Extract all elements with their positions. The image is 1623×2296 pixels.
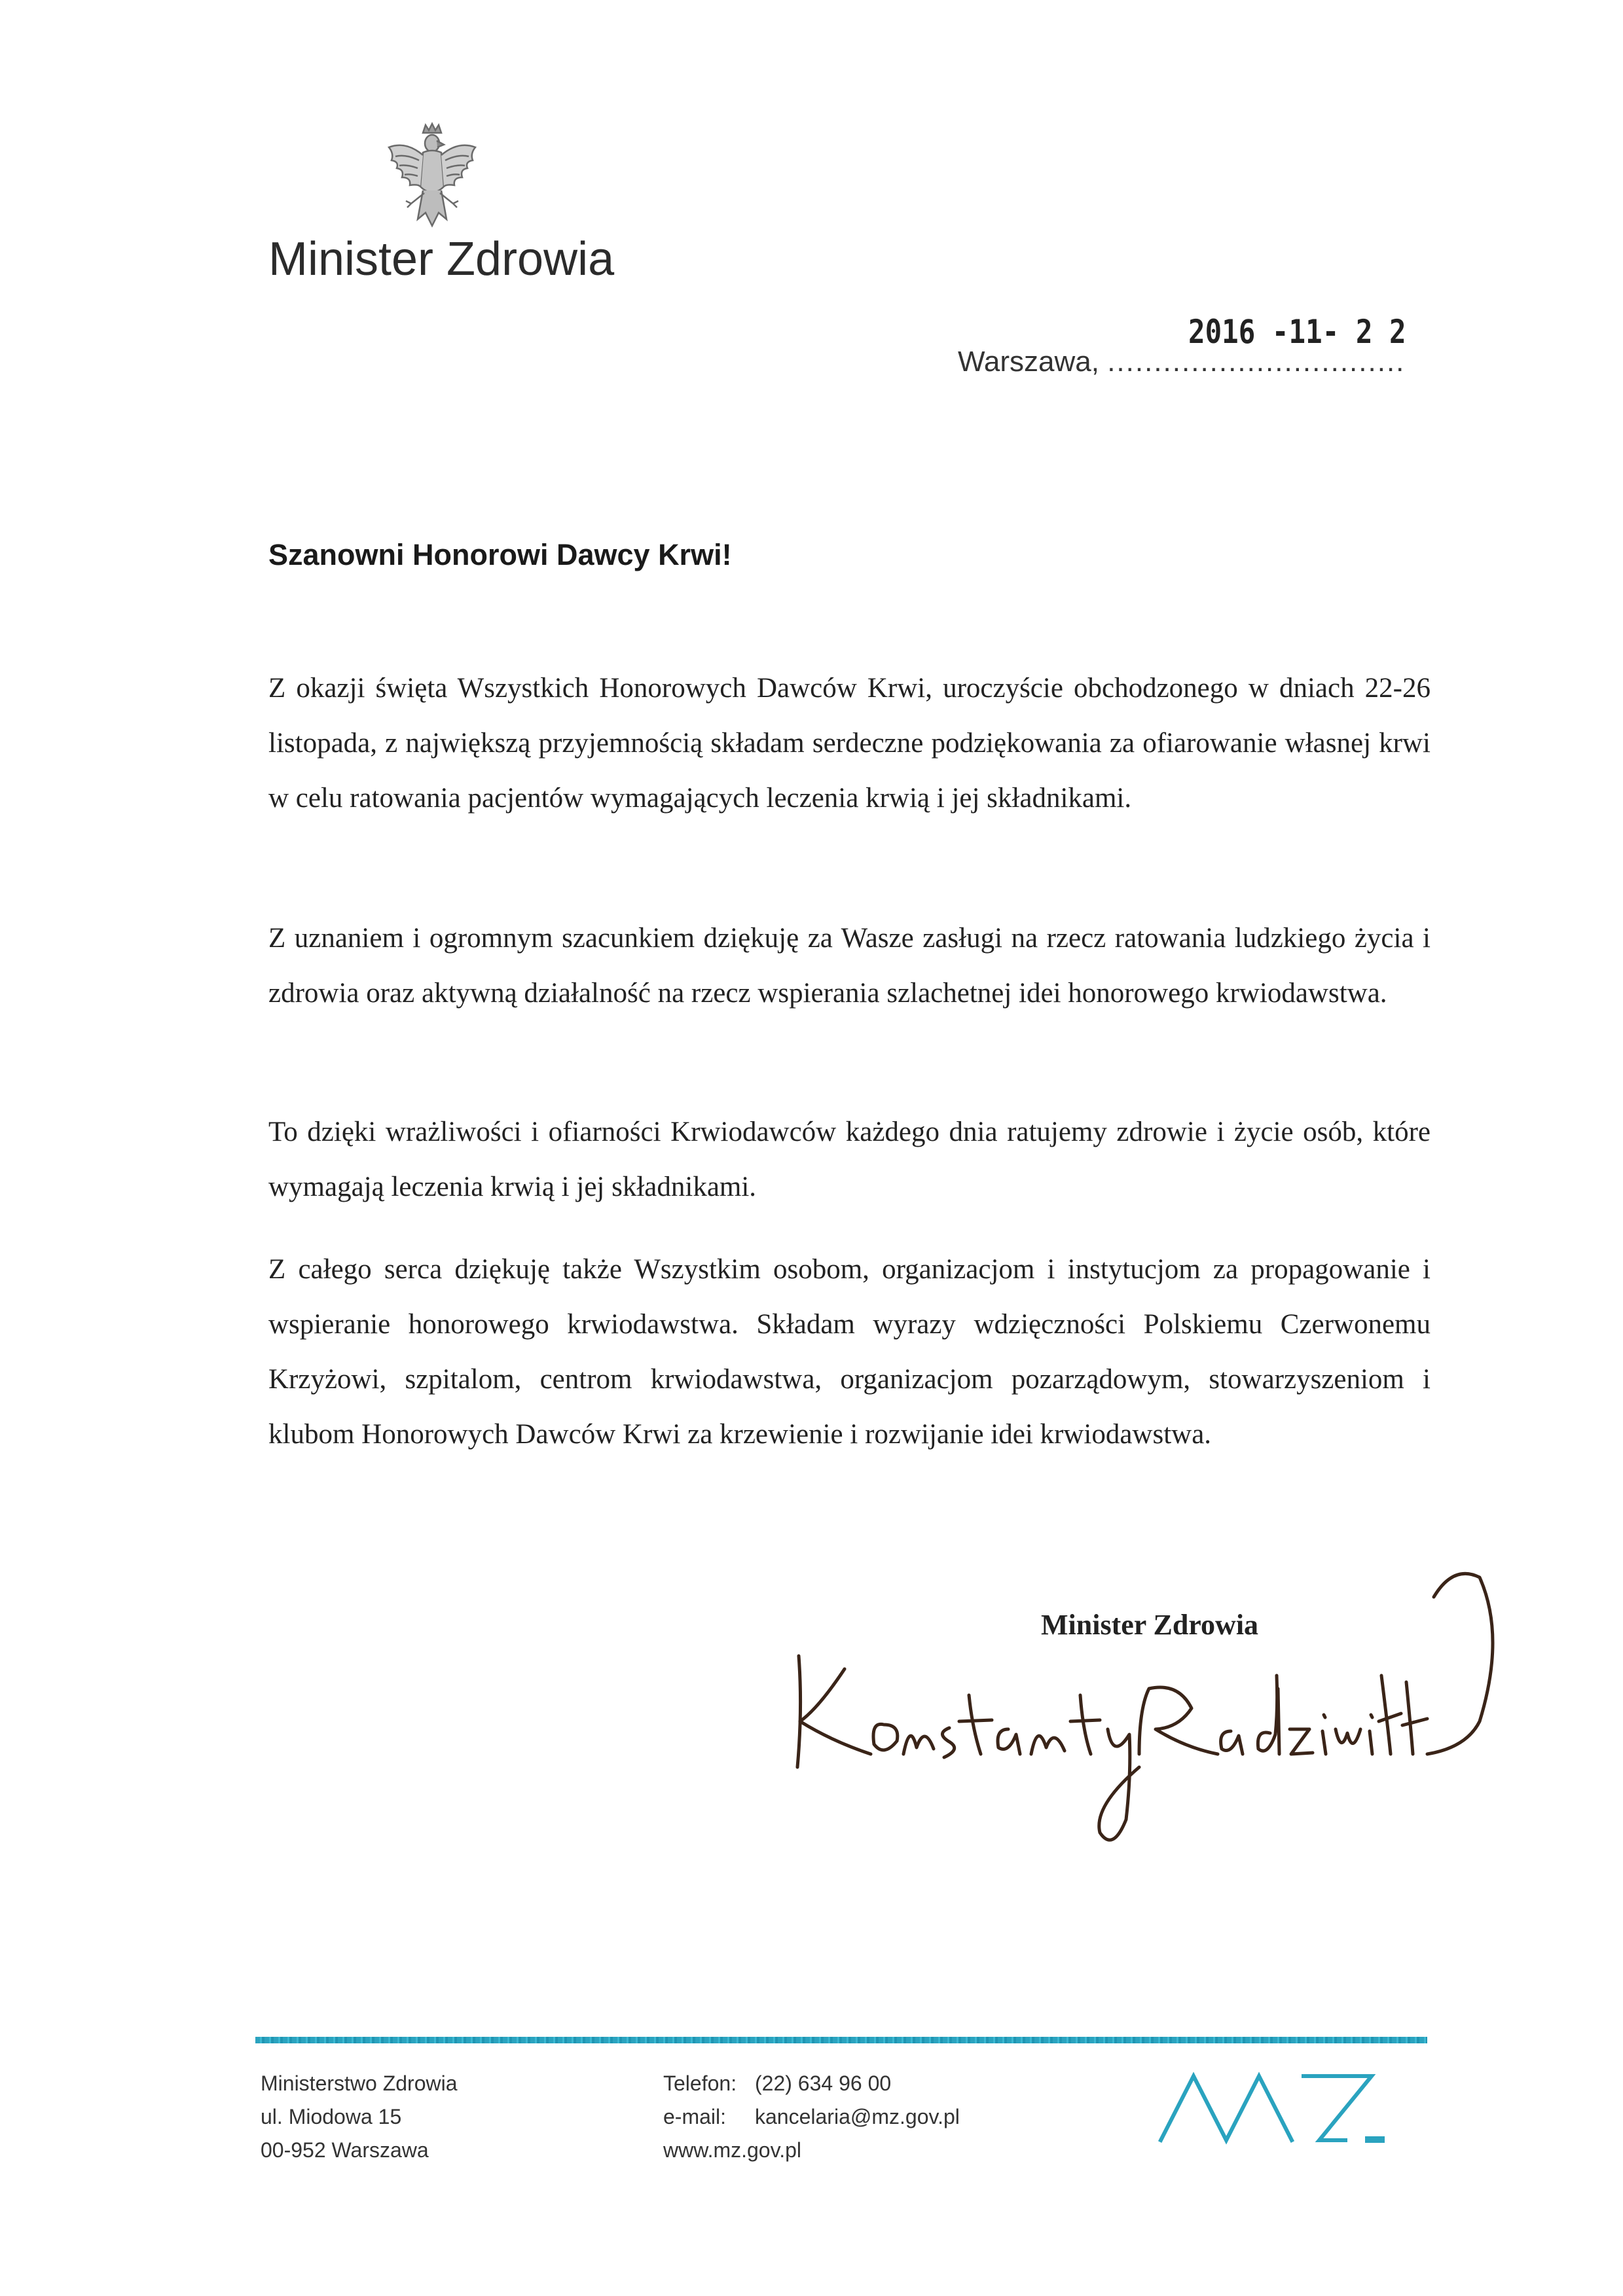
footer-phone: [663, 2067, 960, 2100]
footer-email: [663, 2100, 960, 2134]
footer-phone-label: Telefon:: [663, 2072, 737, 2095]
footer-address-line: Ministerstwo Zdrowia: [261, 2072, 458, 2095]
footer-website: [663, 2134, 960, 2167]
footer-email-value: kancelaria@mz.gov.pl: [755, 2105, 960, 2128]
polish-eagle-emblem-icon: [380, 121, 484, 236]
body-paragraph: To dzięki wrażliwości i ofiarności Krwiodawców każdego dnia ratujemy zdrowie i życie osób, które wymagają leczenia krwią i jej składnikami.: [268, 1117, 1431, 1202]
letter-greeting: Szanowni Honorowi Dawcy Krwi!: [268, 538, 732, 571]
date-stamp: 2016 -11- 2 2: [1188, 313, 1406, 351]
body-paragraph: Z całego serca dziękuję także Wszystkim osobom, organizacjom i instytucjom za propagowanie i wspieranie honorowego krwiodawstwa. Składam wyrazy wdzięczności Polskiemu Czerwonemu Krzyżowi, szpitalom, centrom krwiodawstwa, organizacjom pozarządowym, stowarzyszeniom i klubom Honorowych Dawców Krwi za krzewienie i rozwijanie idei krwiodawstwa.: [268, 1254, 1431, 1450]
letterhead-title: Minister Zdrowia: [268, 233, 615, 285]
date-dotted-line: ................................: [1107, 346, 1406, 378]
date-line: [958, 346, 1405, 378]
footer-address-line: ul. Miodowa 15: [261, 2105, 402, 2128]
signature-title: Minister Zdrowia: [1041, 1609, 1259, 1641]
footer-contacts: [663, 2067, 960, 2167]
mz-logo-icon: [1156, 2068, 1391, 2150]
date-place: Warszawa,: [958, 346, 1099, 378]
body-paragraph: Z uznaniem i ogromnym szacunkiem dziękuję za Wasze zasługi na rzecz ratowania ludzkiego życia i zdrowia oraz aktywną działalność na rzecz wspierania szlachetnej idei honorowego krwiodawstwa.: [268, 923, 1431, 1009]
handwritten-signature-icon: [773, 1558, 1525, 1865]
footer-divider: [255, 2037, 1427, 2043]
footer-address-line: 00-952 Warszawa: [261, 2138, 429, 2162]
footer-address: [261, 2067, 458, 2167]
body-paragraph: Z okazji święta Wszystkich Honorowych Dawców Krwi, uroczyście obchodzonego w dniach 22-26 listopada, z największą przyjemnością składam serdeczne podziękowania za ofiarowanie własnej krwi w celu ratowania pacjentów wymagających leczenia krwią i jej składnikami.: [268, 673, 1431, 814]
footer-website-value: www.mz.gov.pl: [663, 2138, 802, 2162]
footer-phone-value: (22) 634 96 00: [755, 2072, 892, 2095]
footer-email-label: e-mail:: [663, 2105, 727, 2128]
